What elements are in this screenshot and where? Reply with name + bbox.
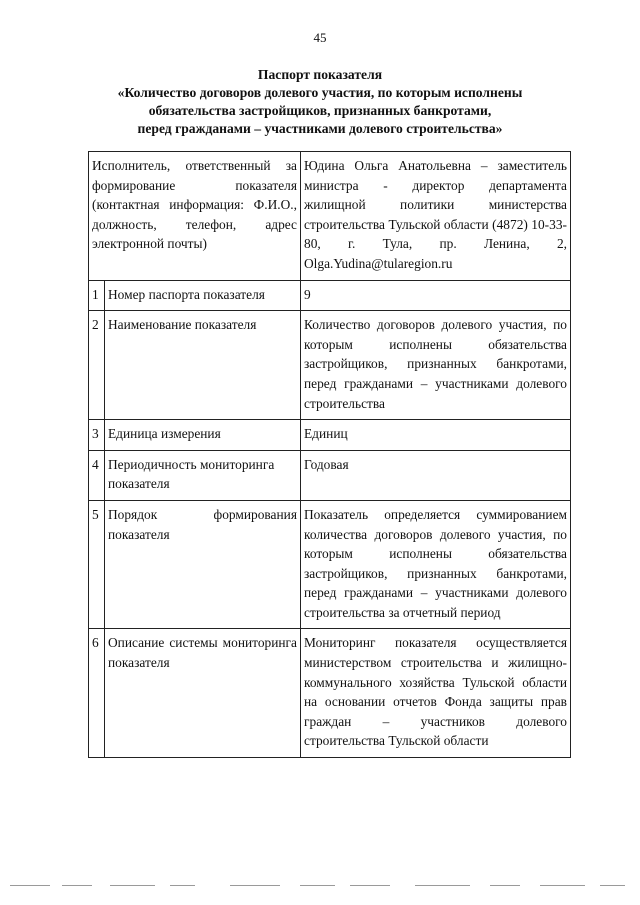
title-line-1: Паспорт показателя: [257, 67, 383, 82]
row-label: Порядок формирования показателя: [105, 500, 301, 629]
row-value: Мониторинг показателя осуществляется министерством строительства и жилищно-коммунального хозяйства Тульской области на основании отчетов Фонда защиты прав граждан – участников долевого строительства Тульской области: [301, 629, 571, 758]
row-value: 9: [301, 280, 571, 311]
row-value: Показатель определяется суммированием количества договоров долевого участия, по которым исполнены обязательства застройщиков, признанных банкротами, перед гражданами – участниками долевого строительства за отчетный период: [301, 500, 571, 629]
table-row: [89, 311, 571, 420]
scan-artifact-line: [0, 883, 640, 889]
title-line-2: «Количество договоров долевого участия, по которым исполнены: [117, 85, 523, 100]
page-number: 45: [313, 30, 327, 45]
title-line-4: перед гражданами – участниками долевого строительства»: [137, 121, 503, 136]
executor-label: Исполнитель, ответственный за формирование показателя (контактная информация: Ф.И.О., должность, телефон, адрес электронной почты): [89, 152, 301, 281]
row-number: 3: [89, 420, 105, 451]
table-row: [89, 500, 571, 629]
document-title: [90, 66, 550, 138]
table-row: [89, 629, 571, 758]
row-label: Номер паспорта показателя: [105, 280, 301, 311]
row-number: 1: [89, 280, 105, 311]
row-value: Годовая: [301, 450, 571, 500]
row-number: 6: [89, 629, 105, 758]
row-value: Количество договоров долевого участия, по которым исполнены обязательства застройщиков, признанных банкротами, перед гражданами – участниками долевого строительства: [301, 311, 571, 420]
passport-table: [88, 151, 571, 758]
row-label: Периодичность мониторинга показателя: [105, 450, 301, 500]
table-row-executor: [89, 152, 571, 281]
row-label: Описание системы мониторинга показателя: [105, 629, 301, 758]
row-number: 2: [89, 311, 105, 420]
table-row: [89, 280, 571, 311]
row-label: Единица измерения: [105, 420, 301, 451]
row-label: Наименование показателя: [105, 311, 301, 420]
executor-value: Юдина Ольга Анатольевна – заместитель министра - директор департамента жилищной политики министерства строительства Тульской области (4872) 10-33-80, г. Тула, пр. Ленина, 2, Olga.Yudina@tularegion.ru: [301, 152, 571, 281]
row-number: 5: [89, 500, 105, 629]
row-value: Единиц: [301, 420, 571, 451]
row-number: 4: [89, 450, 105, 500]
table-row: [89, 450, 571, 500]
title-line-3: обязательства застройщиков, признанных банкротами,: [148, 103, 492, 118]
table-row: [89, 420, 571, 451]
